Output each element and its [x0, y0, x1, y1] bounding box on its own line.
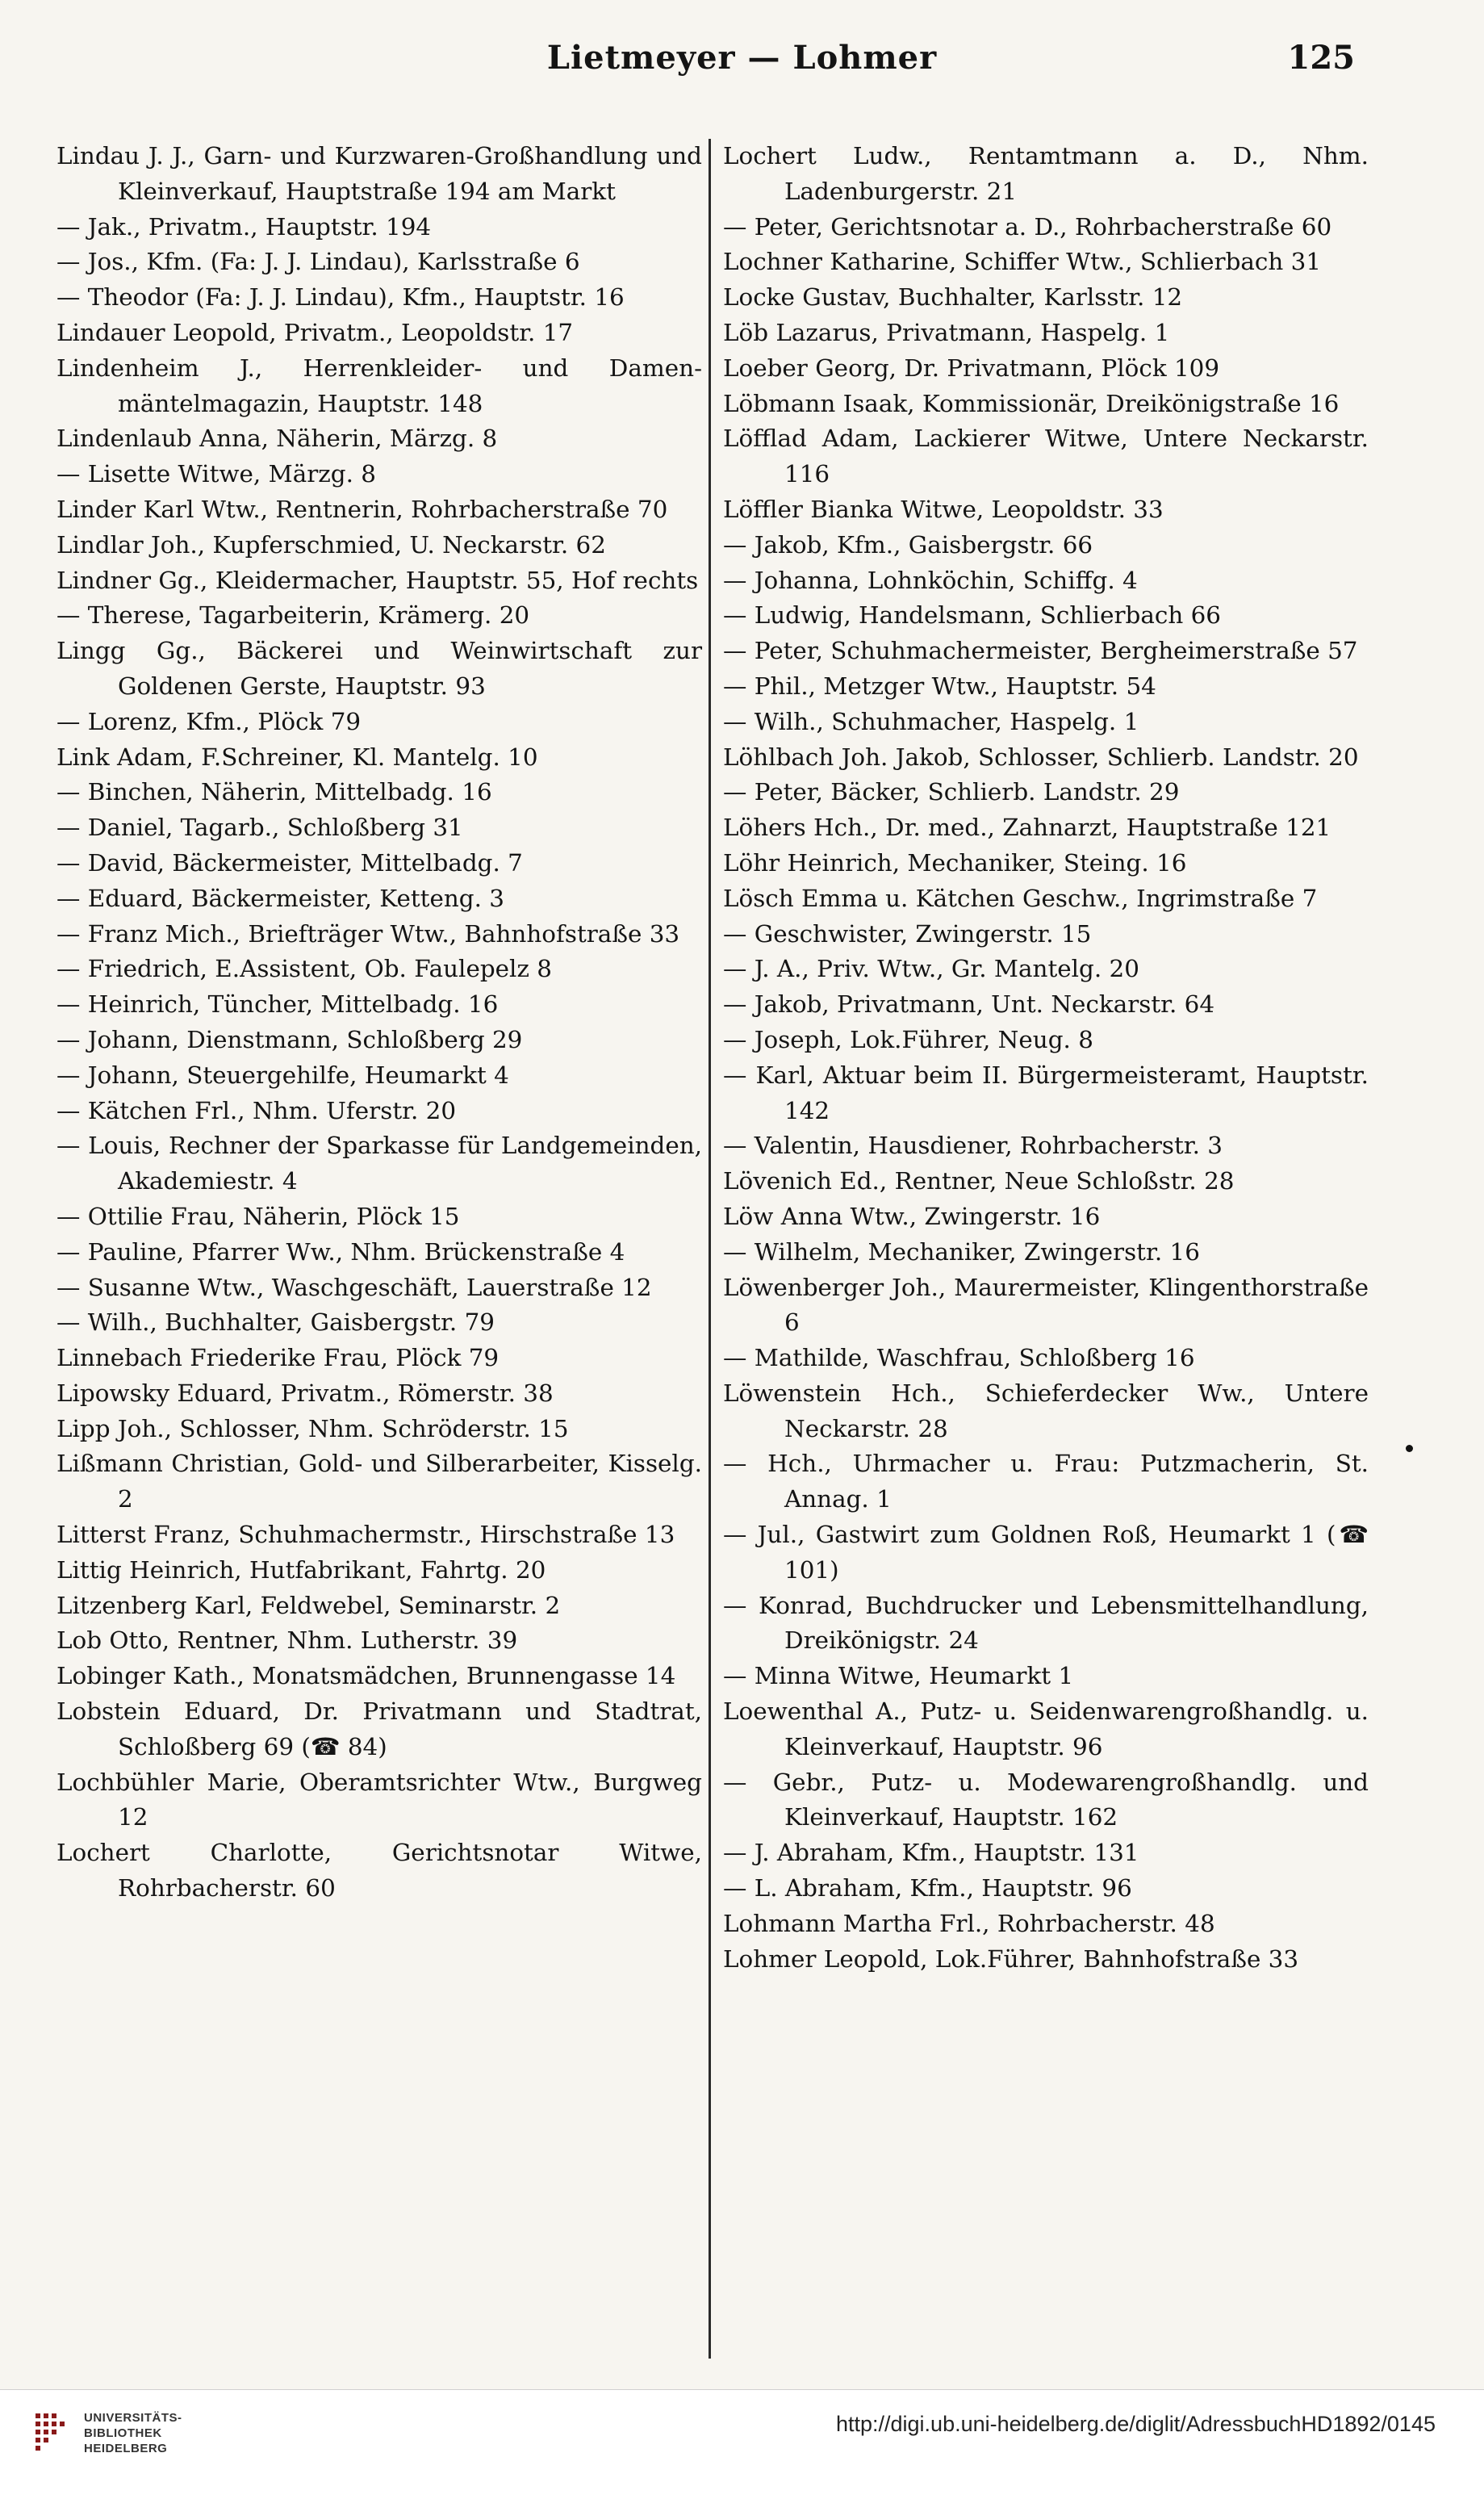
directory-entry: — Johann, Steuergehilfe, Heumarkt 4 [56, 1061, 509, 1089]
directory-entry: Lohmer Leopold, Lok.Führer, Bahnhofstraße 33 [723, 1944, 1299, 1973]
directory-entry: Lobinger Kath., Monatsmädchen, Brunnengasse 14 [56, 1662, 676, 1690]
directory-entry: — J. Abraham, Kfm., Hauptstr. 131 [723, 1839, 1139, 1867]
directory-entry: Lobstein Eduard, Dr. Privatmann und Stadtrat, Schloßberg 69 (☎ 84) [56, 1697, 702, 1760]
directory-entry: — Geschwister, Zwingerstr. 15 [723, 919, 1092, 948]
directory-entry: Lohmann Martha Frl., Rohrbacherstr. 48 [723, 1909, 1215, 1937]
logo-line: UNIVERSITÄTS- [84, 2411, 182, 2425]
directory-entry: — Konrad, Buchdrucker und Lebensmittelhandlung, Dreikönigstr. 24 [723, 1591, 1369, 1655]
directory-entry: — Jakob, Privatmann, Unt. Neckarstr. 64 [723, 990, 1215, 1019]
directory-entry: — Eduard, Bäckermeister, Ketteng. 3 [56, 884, 504, 912]
directory-entry: Lochert Ludw., Rentamtmann a. D., Nhm. Ladenburgerstr. 21 [723, 142, 1369, 205]
directory-entry: — Wilh., Buchhalter, Gaisbergstr. 79 [56, 1308, 495, 1337]
directory-entry: Litzenberg Karl, Feldwebel, Seminarstr. 2 [56, 1591, 561, 1619]
directory-entry: Löwenstein Hch., Schieferdecker Ww., Untere Neckarstr. 28 [723, 1379, 1369, 1442]
directory-entry: Loeber Georg, Dr. Privatmann, Plöck 109 [723, 354, 1220, 382]
directory-entry: — Jakob, Kfm., Gaisbergstr. 66 [723, 530, 1093, 559]
page-header [0, 39, 1484, 95]
directory-entry: Löb Lazarus, Privatmann, Haspelg. 1 [723, 318, 1170, 346]
directory-entry: — Peter, Schuhmachermeister, Bergheimerstraße 57 [723, 637, 1358, 665]
directory-entry: — Susanne Wtw., Waschgeschäft, Lauerstraße 12 [56, 1273, 652, 1301]
directory-entry: Lindenheim J., Herrenkleider- und Damenmäntelmagazin, Hauptstr. 148 [56, 354, 702, 417]
directory-entry: Lingg Gg., Bäckerei und Weinwirtschaft zur Goldenen Gerste, Hauptstr. 93 [56, 637, 702, 700]
directory-entry: Lindner Gg., Kleidermacher, Hauptstr. 55, Hof rechts [56, 566, 699, 594]
directory-entry: Lißmann Christian, Gold- und Silberarbeiter, Kisselg. 2 [56, 1450, 702, 1513]
directory-entry: — Wilh., Schuhmacher, Haspelg. 1 [723, 707, 1139, 735]
directory-entry: Lövenich Ed., Rentner, Neue Schloßstr. 28 [723, 1167, 1235, 1195]
directory-entry: Lindauer Leopold, Privatm., Leopoldstr. 17 [56, 318, 574, 346]
directory-entry: Löhr Heinrich, Mechaniker, Steing. 16 [723, 848, 1187, 877]
footer-divider [0, 2389, 1484, 2390]
logo-line: HEIDELBERG [84, 2442, 168, 2455]
directory-entry: Löbmann Isaak, Kommissionär, Dreikönigstraße 16 [723, 389, 1340, 417]
directory-entry: Lipowsky Eduard, Privatm., Römerstr. 38 [56, 1379, 554, 1407]
directory-entry: Lindlar Joh., Kupferschmied, U. Neckarstr. 62 [56, 530, 606, 559]
directory-entry: Lipp Joh., Schlosser, Nhm. Schröderstr. 15 [56, 1414, 569, 1442]
directory-entry: — Therese, Tagarbeiterin, Krämerg. 20 [56, 601, 530, 630]
directory-entry: — J. A., Priv. Wtw., Gr. Mantelg. 20 [723, 955, 1139, 983]
directory-entry: — Peter, Bäcker, Schlierb. Landstr. 29 [723, 778, 1180, 806]
directory-entry: — Wilhelm, Mechaniker, Zwingerstr. 16 [723, 1237, 1200, 1266]
directory-entry: Löwenberger Joh., Maurermeister, Klingenthorstraße 6 [723, 1273, 1369, 1337]
directory-entry: — Kätchen Frl., Nhm. Uferstr. 20 [56, 1096, 457, 1124]
directory-entry: — L. Abraham, Kfm., Hauptstr. 96 [723, 1874, 1132, 1903]
source-url-link[interactable]: http://digi.ub.uni-heidelberg.de/diglit/AdressbuchHD1892/0145 [835, 2412, 1436, 2436]
directory-entry: — Ludwig, Handelsmann, Schlierbach 66 [723, 601, 1221, 630]
directory-entry: — Lorenz, Kfm., Plöck 79 [56, 707, 362, 735]
directory-entry: — Pauline, Pfarrer Ww., Nhm. Brückenstraße 4 [56, 1237, 625, 1266]
directory-entry: Lösch Emma u. Kätchen Geschw., Ingrimstraße 7 [723, 884, 1318, 912]
directory-entry: — Karl, Aktuar beim II. Bürgermeisteramt, Hauptstr. 142 [723, 1061, 1369, 1124]
library-logo-text [84, 2410, 182, 2456]
right-column [723, 139, 1369, 1977]
logo-line: BIBLIOTHEK [84, 2426, 162, 2440]
directory-entry: Locke Gustav, Buchhalter, Karlsstr. 12 [723, 283, 1183, 312]
directory-entry: — Jos., Kfm. (Fa: J. J. Lindau), Karlsstraße 6 [56, 248, 580, 276]
directory-entry: Linder Karl Wtw., Rentnerin, Rohrbacherstraße 70 [56, 495, 668, 523]
directory-entry: Linnebach Friederike Frau, Plöck 79 [56, 1344, 500, 1372]
directory-entry: — Ottilie Frau, Näherin, Plöck 15 [56, 1202, 460, 1230]
directory-entry: — Minna Witwe, Heumarkt 1 [723, 1662, 1074, 1690]
directory-entry: Löfflad Adam, Lackierer Witwe, Untere Neckarstr. 116 [723, 425, 1369, 488]
directory-entry: — Gebr., Putz- u. Modewarengroßhandlg. und Kleinverkauf, Hauptstr. 162 [723, 1768, 1369, 1831]
directory-entry: — Phil., Metzger Wtw., Hauptstr. 54 [723, 672, 1156, 700]
directory-entry: Löhlbach Joh. Jakob, Schlosser, Schlierb. Landstr. 20 [723, 743, 1359, 771]
directory-entry: Littig Heinrich, Hutfabrikant, Fahrtg. 20 [56, 1555, 546, 1584]
directory-entry: — Joseph, Lok.Führer, Neug. 8 [723, 1025, 1093, 1053]
directory-entry: — Louis, Rechner der Sparkasse für Landgemeinden, Akademiestr. 4 [56, 1132, 702, 1195]
directory-entry: — Theodor (Fa: J. J. Lindau), Kfm., Hauptstr. 16 [56, 283, 625, 312]
directory-entry: Löffler Bianka Witwe, Leopoldstr. 33 [723, 495, 1164, 523]
directory-entry: — Jak., Privatm., Hauptstr. 194 [56, 212, 432, 241]
directory-entry: — David, Bäckermeister, Mittelbadg. 7 [56, 848, 523, 877]
directory-entry: — Valentin, Hausdiener, Rohrbacherstr. 3 [723, 1132, 1223, 1160]
directory-entry: Lochert Charlotte, Gerichtsnotar Witwe, Rohrbacherstr. 60 [56, 1839, 702, 1903]
directory-entry: — Daniel, Tagarb., Schloßberg 31 [56, 814, 463, 842]
directory-entry: — Mathilde, Waschfrau, Schloßberg 16 [723, 1344, 1195, 1372]
directory-entry: Lob Otto, Rentner, Nhm. Lutherstr. 39 [56, 1626, 518, 1655]
page-number: 125 [1287, 39, 1355, 77]
directory-entry: Litterst Franz, Schuhmachermstr., Hirschstraße 13 [56, 1521, 675, 1549]
directory-entry: — Johann, Dienstmann, Schloßberg 29 [56, 1025, 523, 1053]
margin-speck [1406, 1445, 1413, 1452]
directory-entry: — Johanna, Lohnköchin, Schiffg. 4 [723, 566, 1138, 594]
directory-entry: Link Adam, F.Schreiner, Kl. Mantelg. 10 [56, 743, 538, 771]
directory-entry: — Lisette Witwe, Märzg. 8 [56, 460, 376, 488]
directory-entry: — Jul., Gastwirt zum Goldnen Roß, Heumarkt 1 (☎ 101) [723, 1521, 1369, 1584]
directory-entry: — Hch., Uhrmacher u. Frau: Putzmacherin, St. Annag. 1 [723, 1450, 1369, 1513]
directory-entry: — Friedrich, E.Assistent, Ob. Faulepelz 8 [56, 955, 552, 983]
directory-entry: Lochbühler Marie, Oberamtsrichter Wtw., Burgweg 12 [56, 1768, 702, 1831]
running-title: Lietmeyer — Lohmer [546, 39, 938, 77]
directory-entry: — Franz Mich., Briefträger Wtw., Bahnhofstraße 33 [56, 919, 680, 948]
directory-entry: — Peter, Gerichtsnotar a. D., Rohrbacherstraße 60 [723, 212, 1332, 241]
directory-entry: Lindenlaub Anna, Näherin, Märzg. 8 [56, 425, 498, 453]
directory-entry: Lindau J. J., Garn- und Kurzwaren-Großhandlung und Kleinverkauf, Hauptstraße 194 am Markt [56, 142, 702, 205]
left-column [56, 139, 702, 1907]
library-logo-icon [32, 2410, 71, 2459]
footer [0, 2389, 1484, 2499]
directory-entry: Löhers Hch., Dr. med., Zahnarzt, Hauptstraße 121 [723, 814, 1331, 842]
directory-entry: — Heinrich, Tüncher, Mittelbadg. 16 [56, 990, 499, 1019]
directory-entry: Löw Anna Wtw., Zwingerstr. 16 [723, 1202, 1101, 1230]
directory-entry: Lochner Katharine, Schiffer Wtw., Schlierbach 31 [723, 248, 1322, 276]
directory-entry: — Binchen, Näherin, Mittelbadg. 16 [56, 778, 492, 806]
column-divider [709, 139, 711, 2359]
directory-entry: Loewenthal A., Putz- u. Seidenwarengroßhandlg. u. Kleinverkauf, Hauptstr. 96 [723, 1697, 1369, 1760]
